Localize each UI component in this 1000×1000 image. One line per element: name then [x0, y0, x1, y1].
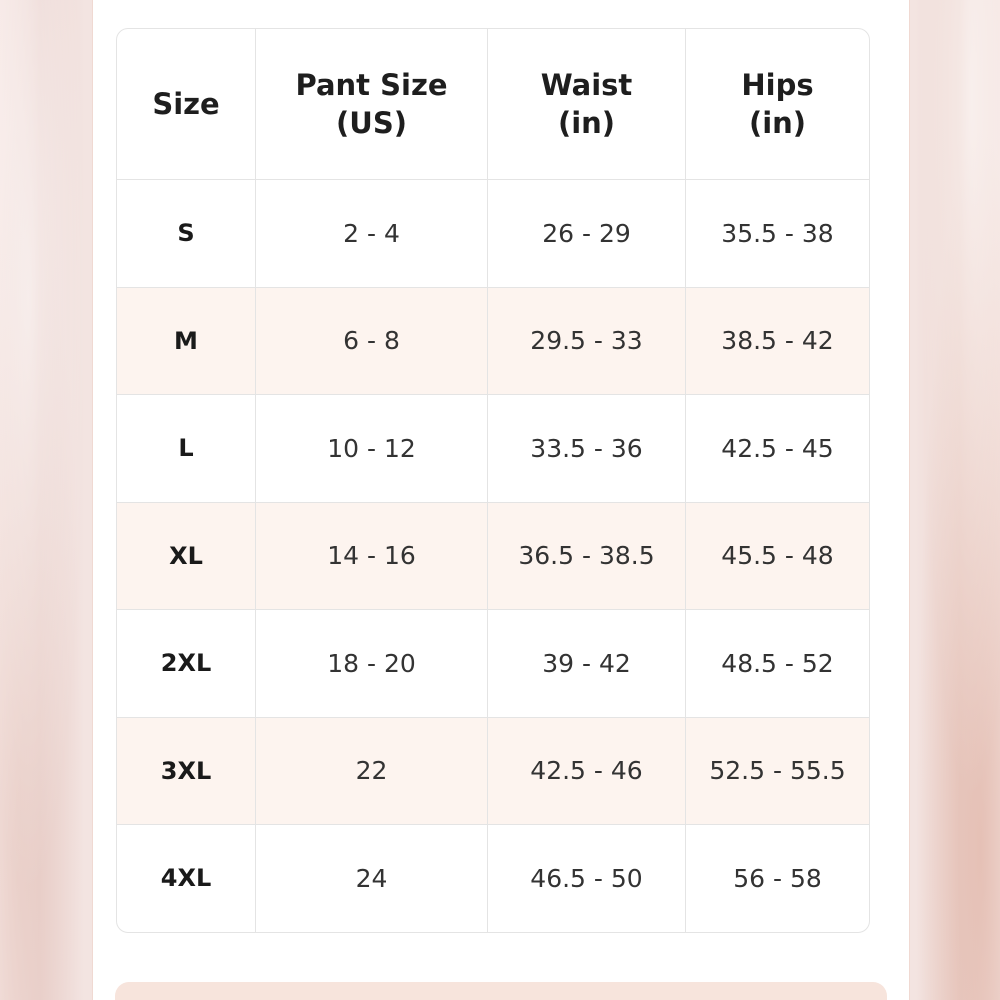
table-row [117, 825, 869, 932]
table-header-row [117, 29, 869, 180]
hips-cell: 56 - 58 [733, 863, 822, 893]
table-row [117, 610, 869, 718]
hips-cell: 45.5 - 48 [686, 503, 869, 611]
size-cell: 2XL [117, 610, 256, 718]
header-pant-size-label: Pant Size [295, 68, 448, 102]
header-waist-label: Waist [540, 68, 633, 102]
header-hips-label: Hips [741, 68, 814, 102]
hips-cell: 35.5 - 38 [686, 180, 869, 288]
header-hips-unit: (in) [748, 106, 807, 140]
table-row [117, 288, 869, 396]
table-row [117, 718, 869, 826]
pant-size-cell: 10 - 12 [256, 395, 488, 503]
table-row [117, 395, 869, 503]
header-pant-size [256, 29, 488, 180]
footer-note-bar [115, 982, 887, 1000]
header-hips [686, 29, 869, 180]
size-chart-card [92, 0, 910, 1000]
hips-cell: 52.5 - 55.5 [686, 718, 869, 826]
waist-cell: 42.5 - 46 [488, 718, 686, 826]
waist-cell: 26 - 29 [488, 180, 686, 288]
pant-size-cell: 24 [256, 825, 488, 932]
hips-cell: 42.5 - 45 [686, 395, 869, 503]
header-size [117, 29, 256, 180]
size-cell: M [117, 288, 256, 396]
table-row [117, 503, 869, 611]
size-cell: L [117, 395, 256, 503]
pant-size-cell: 22 [256, 718, 488, 826]
header-waist [488, 29, 686, 180]
background-right [905, 0, 1000, 1000]
pant-size-cell: 14 - 16 [256, 503, 488, 611]
header-waist-unit: (in) [557, 106, 616, 140]
size-cell: 3XL [117, 718, 256, 826]
background-left [0, 0, 95, 1000]
hips-cell: 48.5 - 52 [686, 610, 869, 718]
pant-size-cell: 2 - 4 [256, 180, 488, 288]
waist-cell: 39 - 42 [488, 610, 686, 718]
size-chart-table [116, 28, 870, 933]
header-pant-size-unit: (US) [336, 106, 407, 140]
waist-cell: 29.5 - 33 [488, 288, 686, 396]
pant-size-cell: 18 - 20 [256, 610, 488, 718]
table-row [117, 180, 869, 288]
pant-size-cell: 6 - 8 [256, 288, 488, 396]
header-size-label: Size [152, 87, 220, 121]
waist-cell: 46.5 - 50 [488, 825, 686, 932]
size-cell: 4XL [117, 825, 256, 932]
waist-cell: 33.5 - 36 [488, 395, 686, 503]
waist-cell: 36.5 - 38.5 [488, 503, 686, 611]
size-cell: XL [117, 503, 256, 611]
hips-cell: 38.5 - 42 [686, 288, 869, 396]
size-cell: S [117, 180, 256, 288]
